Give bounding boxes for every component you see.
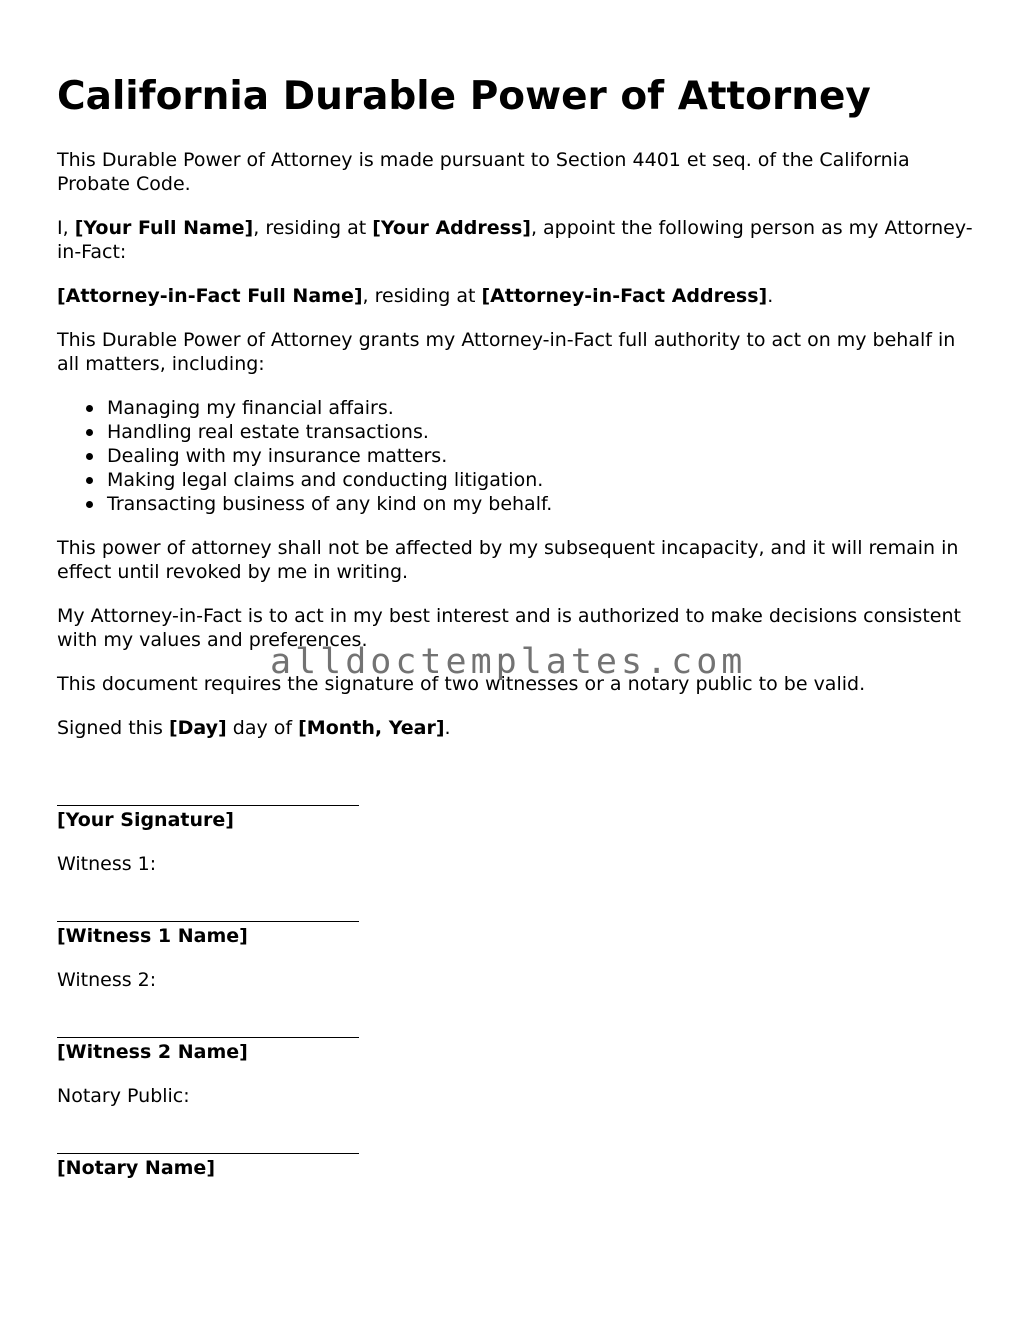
witness-2-heading: Witness 2:: [57, 969, 157, 991]
durability-paragraph: This power of attorney shall not be affected by my subsequent incapacity, and it will remain in effect until revoked by me in writing.: [57, 537, 959, 583]
list-item: Handling real estate transactions.: [107, 420, 977, 444]
powers-list: [57, 396, 977, 516]
principal-signature-label: [Your Signature]: [57, 809, 234, 831]
agent-address-placeholder: [Attorney-in-Fact Address]: [481, 285, 768, 307]
notary-signature-line: [57, 1132, 977, 1156]
witness-1-name-label: [Witness 1 Name]: [57, 925, 248, 947]
signed-end-punctuation: .: [444, 717, 451, 739]
page-title: California Durable Power of Attorney: [57, 74, 871, 119]
witness-2-name-label: [Witness 2 Name]: [57, 1041, 248, 1063]
list-item: Transacting business of any kind on my behalf.: [107, 492, 977, 516]
principal-address-placeholder: [Your Address]: [372, 217, 531, 239]
witness-2-block: [57, 968, 977, 1064]
appointment-paragraph: [57, 216, 977, 264]
best-interest-paragraph: My Attorney-in-Fact is to act in my best interest and is authorized to make decisions consistent with my values and preferences.: [57, 605, 961, 651]
appointment-prefix: I,: [57, 217, 75, 239]
requirement-paragraph: This document requires the signature of two witnesses or a notary public to be valid.: [57, 673, 866, 695]
residing-at-text: , residing at: [253, 217, 373, 239]
list-item: Making legal claims and conducting litigation.: [107, 468, 977, 492]
principal-name-placeholder: [Your Full Name]: [74, 217, 254, 239]
agent-name-placeholder: [Attorney-in-Fact Full Name]: [57, 285, 363, 307]
notary-name-label: [Notary Name]: [57, 1157, 216, 1179]
principal-signature-line: [57, 784, 977, 808]
list-item: Managing my financial affairs.: [107, 396, 977, 420]
notary-block: [57, 1084, 977, 1180]
witness-1-block: [57, 852, 977, 948]
witness-2-signature-line: [57, 1016, 977, 1040]
notary-heading: Notary Public:: [57, 1085, 190, 1107]
signed-prefix: Signed this: [57, 717, 169, 739]
agent-paragraph: [57, 284, 977, 308]
agent-end-punctuation: .: [767, 285, 774, 307]
principal-signature-block: [57, 760, 977, 832]
month-year-placeholder: [Month, Year]: [298, 717, 445, 739]
witness-1-heading: Witness 1:: [57, 853, 157, 875]
grant-paragraph: This Durable Power of Attorney grants my Attorney-in-Fact full authority to act on my behalf in all matters, including:: [57, 329, 956, 375]
appointment-suffix: , appoint the following person as my Attorney-in-Fact:: [57, 217, 973, 263]
list-item: Dealing with my insurance matters.: [107, 444, 977, 468]
intro-paragraph: This Durable Power of Attorney is made pursuant to Section 4401 et seq. of the California Probate Code.: [57, 149, 910, 195]
signed-date-paragraph: [57, 716, 977, 740]
witness-1-signature-line: [57, 900, 977, 924]
day-placeholder: [Day]: [168, 717, 227, 739]
signed-middle: day of: [226, 717, 299, 739]
watermark: alldoctemplates.com: [270, 642, 747, 682]
agent-residing-at-text: , residing at: [362, 285, 482, 307]
